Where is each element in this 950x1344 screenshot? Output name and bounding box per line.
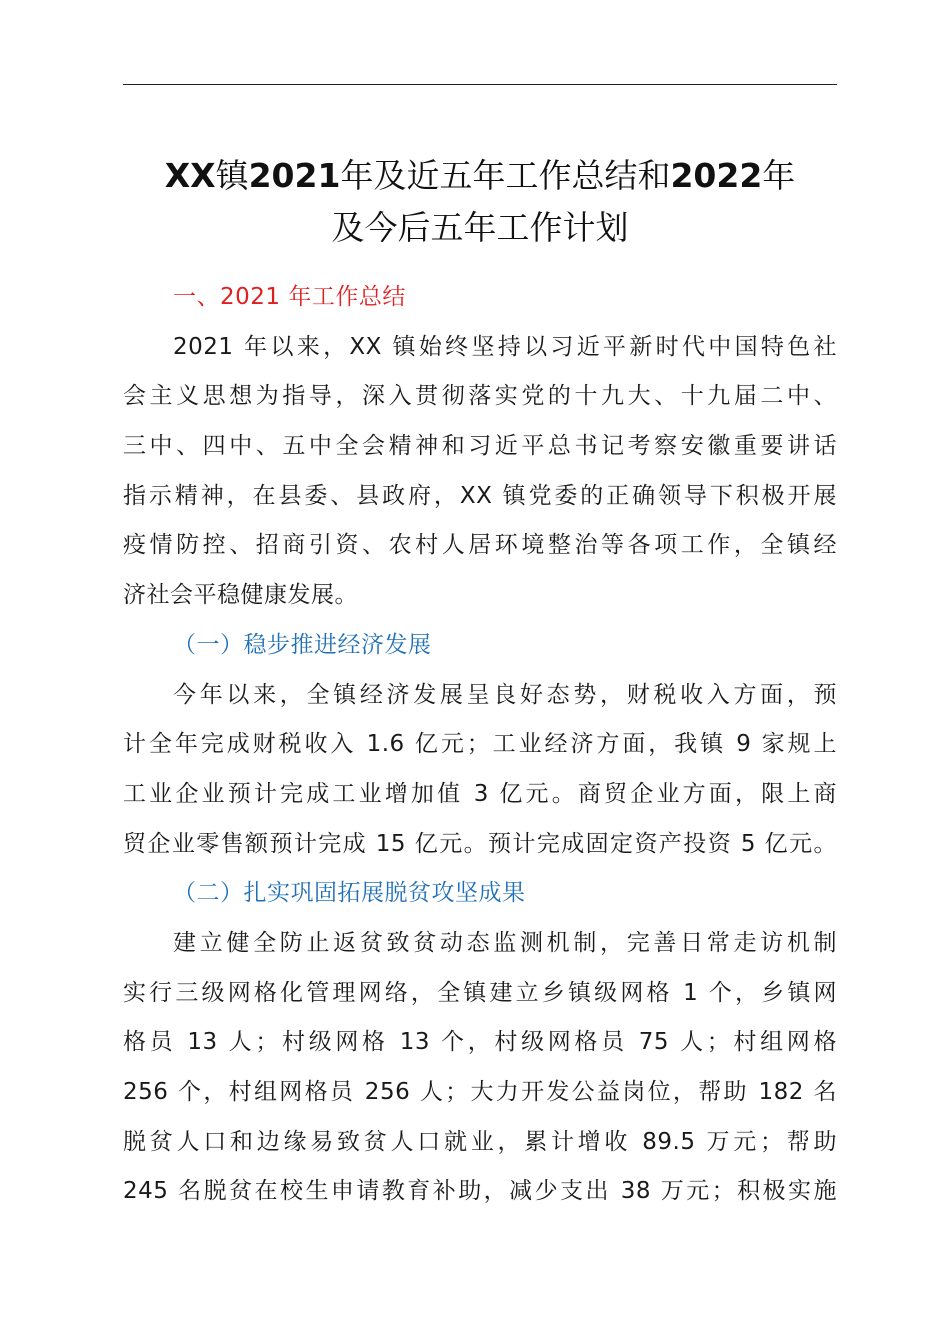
- paragraph-line: 脱贫人口和边缘易致贫人口就业，累计增收 89.5 万元；帮助: [123, 1128, 837, 1155]
- paragraph-line: 256 个，村组网格员 256 人；大力开发公益岗位，帮助 182 名: [123, 1079, 837, 1105]
- paragraph-line: 三中、四中、五中全会精神和习近平总书记考察安徽重要讲话: [123, 433, 837, 460]
- title-line-1: [110, 150, 850, 202]
- paragraph-line: 济社会平稳健康发展。: [123, 582, 358, 609]
- paragraph-line: 格员 13 人；村级网格 13 个，村级网格员 75 人；村组网格: [123, 1029, 837, 1056]
- title-line-2: 及今后五年工作计划: [331, 208, 629, 247]
- paragraph-line: 今年以来，全镇经济发展呈良好态势，财税收入方面，预: [173, 681, 837, 708]
- paragraph-line: 245 名脱贫在校生申请教育补助，减少支出 38 万元；积极实施: [123, 1178, 837, 1205]
- subsection-heading-economy: （一）稳步推进经济发展: [173, 631, 432, 658]
- document-body: [123, 273, 837, 1217]
- header-rule: [123, 84, 837, 85]
- title-part: XX: [164, 156, 216, 195]
- subsection-heading-poverty: （二）扎实巩固拓展脱贫攻坚成果: [173, 880, 526, 907]
- paragraph-line: 实行三级网格化管理网络，全镇建立乡镇级网格 1 个，乡镇网: [123, 979, 837, 1006]
- title-part: 镇: [215, 156, 249, 195]
- paragraph-line: 贸企业零售额预计完成 15 亿元。预计完成固定资产投资 5 亿元。: [123, 830, 837, 857]
- title-part: 2022: [670, 156, 763, 195]
- title-part: 年及近五年工作总结和: [340, 156, 671, 195]
- paragraph-line: 2021 年以来，XX 镇始终坚持以习近平新时代中国特色社: [173, 333, 837, 360]
- paragraph-line: 疫情防控、招商引资、农村人居环境整治等各项工作，全镇经: [123, 532, 837, 559]
- paragraph-line: 建立健全防止返贫致贫动态监测机制，完善日常走访机制: [173, 929, 837, 956]
- paragraph-line: 会主义思想为指导，深入贯彻落实党的十九大、十九届二中、: [123, 383, 837, 410]
- paragraph-line: 计全年完成财税收入 1.6 亿元；工业经济方面，我镇 9 家规上: [123, 731, 837, 758]
- document-title: [110, 150, 850, 254]
- section-heading-summary: 一、2021 年工作总结: [173, 284, 406, 310]
- title-part: 2021: [248, 156, 341, 195]
- paragraph-line: 工业企业预计完成工业增加值 3 亿元。商贸企业方面，限上商: [123, 780, 837, 807]
- title-part: 年: [762, 156, 796, 195]
- paragraph-line: 指示精神，在县委、县政府，XX 镇党委的正确领导下积极开展: [123, 482, 837, 509]
